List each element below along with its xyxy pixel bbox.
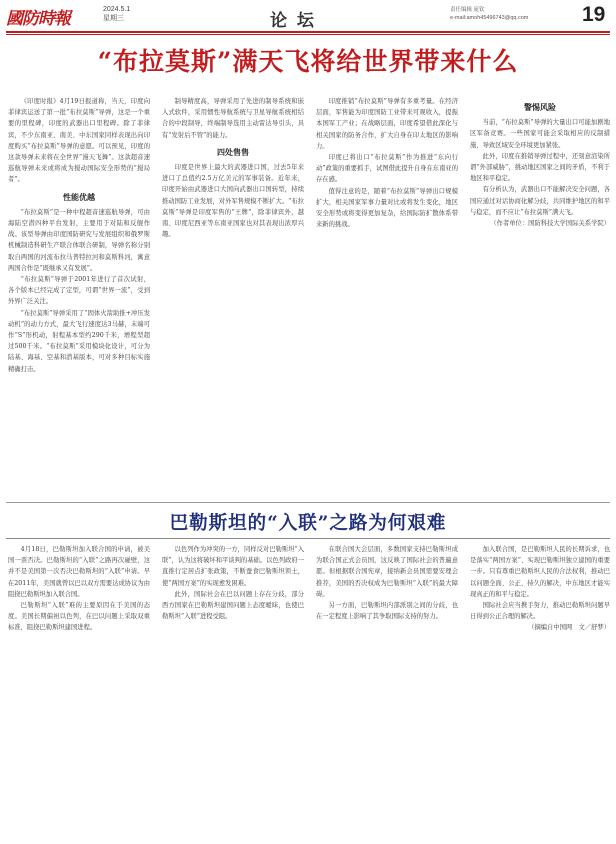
article1-col3	[316, 96, 458, 496]
article1-byline: （作者单位：国防科技大学国际关系学院）	[490, 220, 610, 228]
paragraph: 以色列作为冲突的一方，同样反对巴勒斯坦“入联”，认为这将破坏和平谈判的基础。以色列政府一直推行定居点扩张政策，不断蚕食巴勒斯坦领土，使“两国方案”的实现愈发困难。	[162, 546, 304, 587]
paragraph: 此外，印度在推销导弹过程中，还刻意渲染所谓“外部威胁”，挑动地区国家之间的矛盾，不利于地区和平稳定。	[470, 152, 610, 183]
article2-headline: 巴勒斯坦的“入联”之路为何艰难	[169, 513, 447, 534]
issue-date-block	[103, 5, 130, 23]
subheading-risk: 警惕风险	[524, 103, 556, 112]
newspaper-logo: 國防時報	[6, 9, 70, 29]
editor-name: 责任编辑 庞钦	[450, 7, 485, 13]
article1-col4	[470, 96, 610, 496]
header-rule	[6, 31, 610, 33]
paragraph: “布拉莫斯”是一种中程超音速巡航导弹，可由海陆空潜四种平台发射，主要用于对陆和反舰作战。该型导弹由印度国防研究与发展组织和俄罗斯机械制造科研生产联合体联合研制，导弹名称分别取自两国的河流布拉马普特拉河和莫斯科河，寓意两国合作是“既继承又有发展”。	[8, 208, 150, 272]
page-header	[0, 0, 616, 32]
header-rule-thin	[6, 34, 610, 35]
paragraph: 制导精度高，导弹采用了先进的制导系统和嵌入式软件，采用惯性导航系统与卫星导航系统相结合的中段制导，终端制导选用主动雷达导引头，具有“发射后不管”的能力。	[162, 98, 304, 139]
article1-col1	[8, 96, 150, 496]
paragraph: 当前，“布拉莫斯”导弹的大量出口可能加剧地区军备竞赛。一些国家可能会采取相应的反制措施，导致区域安全环境更加紧张。	[470, 119, 610, 149]
paragraph: 巴勒斯坦“入联”难的主要原因在于美国的态度。美国长期偏袒以色列，在巴以问题上采取双重标准，阻挠巴勒斯坦建国进程。	[8, 602, 150, 632]
paragraph: “布拉莫斯”导弹采用了“固体火箭助推+冲压发动机”的动力方式，最大飞行速度达3马赫，末端可作“S”形机动，射程基本型约290千米，增程型超过500千米。“布拉莫斯”采用模块化设计，可分为陆基、海基、空基和潜基版本，可对多种目标实施精确打击。	[8, 309, 150, 373]
paragraph: 印度已将出口“布拉莫斯”作为推进“东向行动”政策的重要抓手，试图借此提升自身在东南亚的存在感。	[316, 154, 458, 184]
issue-date: 2024.5.1	[103, 6, 131, 13]
paragraph: 国际社会应当携手努力，推动巴勒斯坦问题早日得到公正合理的解决。	[470, 602, 610, 621]
article1-headline: “布拉莫斯”满天飞将给世界带来什么	[97, 47, 519, 76]
section-title: 论 坛	[270, 11, 316, 31]
article2-rule	[6, 538, 610, 539]
page-number: 19	[582, 3, 606, 26]
article1-col2	[162, 96, 304, 496]
article2-col4	[470, 544, 610, 840]
paragraph: 加入联合国，是巴勒斯坦人民的长期诉求，也是落实“两国方案”、实现巴勒斯坦独立建国的重要一步。只有尊重巴勒斯坦人民的合法权利，推动巴以问题全面、公正、持久的解决，中东地区才能实现真正的和平与稳定。	[470, 546, 610, 598]
paragraph: 4月18日，巴勒斯坦加入联合国的申请，被美国一票否决。巴勒斯坦的“入联”之路再次碰壁，这并不是美国第一次否决巴勒斯坦的“入联”申请。早在2011年，美国就曾以巴以双方需要达成协议为由阻挠巴勒斯坦加入联合国。	[8, 546, 150, 598]
paragraph: 此外，国际社会在巴以问题上存在分歧，部分西方国家在巴勒斯坦建国问题上态度暧昧，也使巴勒斯坦“入联”进程受阻。	[162, 590, 304, 621]
paragraph: 印度是世界上最大的武器进口国，过去5年来进口了总值约2.5万亿美元的军事装备。近年来，印度开始由武器进口大国向武器出口国转型，持续推动国防工业发展，对外军售规模不断扩大。“布拉莫斯”导弹是印度军售的“王牌”，除菲律宾外，越南、印度尼西亚等东南亚国家也对其表现出浓厚兴趣。	[162, 164, 304, 239]
article2-col1	[8, 544, 150, 840]
paragraph: “布拉莫斯”导弹于2001年进行了首次试射，各个版本已经完成了定型，可谓“世界一流”，受到外界广泛关注。	[8, 276, 150, 306]
subheading-sales: 四处售售	[217, 147, 249, 157]
article-divider	[6, 502, 610, 503]
paragraph: 值得注意的是，随着“布拉莫斯”导弹出口规模扩大，相关国家军事力量对比或将发生变化，地区安全形势或将变得更加复杂，给国际防扩散体系带来新的挑战。	[316, 187, 458, 229]
article2-col2	[162, 544, 304, 840]
issue-weekday: 星期三	[103, 15, 124, 22]
paragraph: 《印度时报》4月19日报道称，当天，印度向菲律宾运送了第一批“布拉莫斯”导弹，这是一个重要的里程碑，印度的武器出口里程碑。除了菲律宾，不少东南亚、南美、中东国家同样表现出向印度购买“布拉莫斯”导弹的意愿。可以预见，印度的这款导弹未来将在全世界“漫天飞舞”。这款超音速巡航导弹未来或将成为搅动国际安全形势的“搅局者”。	[8, 98, 150, 184]
article2-byline: （摘编自中国网 文／舒梦）	[528, 624, 610, 632]
paragraph: 在联合国大会层面，多数国家支持巴勒斯坦成为联合国正式会员国，这反映了国际社会的普遍意愿。但根据联合国宪章，接纳新会员国需要安理会推荐，美国的否决权成为巴勒斯坦“入联”的最大障碍。	[316, 546, 458, 598]
article2-col3	[316, 544, 458, 840]
paragraph: 另一方面，巴勒斯坦内部派别之间的分歧，也在一定程度上影响了其争取国际支持的努力。	[316, 602, 458, 621]
subheading-performance: 性能优越	[63, 192, 95, 202]
editor-info	[450, 6, 528, 22]
editor-email: e-mail:amoh45496743@qq.com	[450, 15, 529, 21]
paragraph: 有分析认为，武器出口不能解决安全问题，各国应通过对话协商化解分歧，共同维护地区的和平与稳定，而不应让“布拉莫斯”满天飞。	[470, 186, 610, 216]
paragraph: 印度推销“布拉莫斯”导弹有多重考量。在经济层面，军售能为印度国防工业带来可观收入，提振本国军工产业；在战略层面，印度希望借此深化与相关国家的防务合作，扩大自身在印太地区的影响力。	[316, 98, 458, 150]
